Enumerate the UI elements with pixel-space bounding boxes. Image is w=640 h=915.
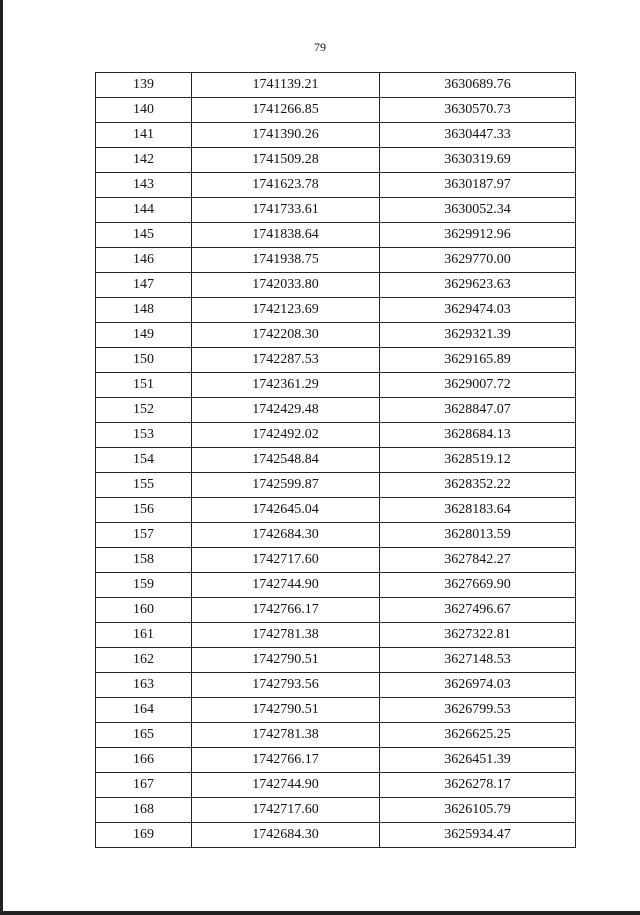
y-coordinate-cell: 3628684.13 xyxy=(380,423,576,448)
x-coordinate-cell: 1742548.84 xyxy=(192,448,380,473)
table-row xyxy=(96,398,576,423)
y-coordinate-cell: 3630187.97 xyxy=(380,173,576,198)
x-coordinate-cell: 1742208.30 xyxy=(192,323,380,348)
x-coordinate-cell: 1742717.60 xyxy=(192,548,380,573)
table-row xyxy=(96,123,576,148)
point-number-cell: 153 xyxy=(96,423,192,448)
table-row xyxy=(96,148,576,173)
scan-edge-bottom xyxy=(0,911,640,915)
x-coordinate-cell: 1741139.21 xyxy=(192,73,380,98)
x-coordinate-cell: 1742429.48 xyxy=(192,398,380,423)
point-number-cell: 146 xyxy=(96,248,192,273)
table-row xyxy=(96,323,576,348)
x-coordinate-cell: 1741838.64 xyxy=(192,223,380,248)
x-coordinate-cell: 1742790.51 xyxy=(192,648,380,673)
table-row xyxy=(96,598,576,623)
y-coordinate-cell: 3628013.59 xyxy=(380,523,576,548)
x-coordinate-cell: 1742766.17 xyxy=(192,598,380,623)
y-coordinate-cell: 3626625.25 xyxy=(380,723,576,748)
x-coordinate-cell: 1741623.78 xyxy=(192,173,380,198)
point-number-cell: 155 xyxy=(96,473,192,498)
coordinates-table-body xyxy=(96,73,576,848)
x-coordinate-cell: 1742793.56 xyxy=(192,673,380,698)
y-coordinate-cell: 3627842.27 xyxy=(380,548,576,573)
y-coordinate-cell: 3625934.47 xyxy=(380,823,576,848)
y-coordinate-cell: 3629165.89 xyxy=(380,348,576,373)
y-coordinate-cell: 3627669.90 xyxy=(380,573,576,598)
x-coordinate-cell: 1741733.61 xyxy=(192,198,380,223)
point-number-cell: 159 xyxy=(96,573,192,598)
point-number-cell: 158 xyxy=(96,548,192,573)
point-number-cell: 145 xyxy=(96,223,192,248)
table-row xyxy=(96,723,576,748)
x-coordinate-cell: 1742645.04 xyxy=(192,498,380,523)
y-coordinate-cell: 3627496.67 xyxy=(380,598,576,623)
point-number-cell: 141 xyxy=(96,123,192,148)
table-row xyxy=(96,248,576,273)
y-coordinate-cell: 3630319.69 xyxy=(380,148,576,173)
point-number-cell: 148 xyxy=(96,298,192,323)
point-number-cell: 160 xyxy=(96,598,192,623)
point-number-cell: 147 xyxy=(96,273,192,298)
point-number-cell: 152 xyxy=(96,398,192,423)
point-number-cell: 143 xyxy=(96,173,192,198)
y-coordinate-cell: 3630570.73 xyxy=(380,98,576,123)
table-row xyxy=(96,498,576,523)
point-number-cell: 162 xyxy=(96,648,192,673)
table-row xyxy=(96,673,576,698)
table-row xyxy=(96,548,576,573)
x-coordinate-cell: 1741509.28 xyxy=(192,148,380,173)
y-coordinate-cell: 3626278.17 xyxy=(380,773,576,798)
table-row xyxy=(96,573,576,598)
point-number-cell: 149 xyxy=(96,323,192,348)
table-row xyxy=(96,348,576,373)
point-number-cell: 165 xyxy=(96,723,192,748)
x-coordinate-cell: 1742492.02 xyxy=(192,423,380,448)
y-coordinate-cell: 3627322.81 xyxy=(380,623,576,648)
x-coordinate-cell: 1742744.90 xyxy=(192,773,380,798)
x-coordinate-cell: 1741390.26 xyxy=(192,123,380,148)
x-coordinate-cell: 1741266.85 xyxy=(192,98,380,123)
y-coordinate-cell: 3628519.12 xyxy=(380,448,576,473)
table-row xyxy=(96,273,576,298)
y-coordinate-cell: 3628352.22 xyxy=(380,473,576,498)
y-coordinate-cell: 3630689.76 xyxy=(380,73,576,98)
x-coordinate-cell: 1741938.75 xyxy=(192,248,380,273)
table-row xyxy=(96,73,576,98)
point-number-cell: 151 xyxy=(96,373,192,398)
point-number-cell: 154 xyxy=(96,448,192,473)
y-coordinate-cell: 3628183.64 xyxy=(380,498,576,523)
table-row xyxy=(96,773,576,798)
table-row xyxy=(96,448,576,473)
x-coordinate-cell: 1742123.69 xyxy=(192,298,380,323)
y-coordinate-cell: 3628847.07 xyxy=(380,398,576,423)
point-number-cell: 161 xyxy=(96,623,192,648)
x-coordinate-cell: 1742790.51 xyxy=(192,698,380,723)
x-coordinate-cell: 1742744.90 xyxy=(192,573,380,598)
x-coordinate-cell: 1742766.17 xyxy=(192,748,380,773)
x-coordinate-cell: 1742684.30 xyxy=(192,823,380,848)
coordinates-table xyxy=(95,72,576,848)
x-coordinate-cell: 1742684.30 xyxy=(192,523,380,548)
x-coordinate-cell: 1742717.60 xyxy=(192,798,380,823)
point-number-cell: 166 xyxy=(96,748,192,773)
table-row xyxy=(96,823,576,848)
table-row xyxy=(96,648,576,673)
table-row xyxy=(96,523,576,548)
table-row xyxy=(96,423,576,448)
y-coordinate-cell: 3626105.79 xyxy=(380,798,576,823)
point-number-cell: 144 xyxy=(96,198,192,223)
point-number-cell: 167 xyxy=(96,773,192,798)
y-coordinate-cell: 3630447.33 xyxy=(380,123,576,148)
table-row xyxy=(96,373,576,398)
table-row xyxy=(96,798,576,823)
x-coordinate-cell: 1742781.38 xyxy=(192,723,380,748)
table-row xyxy=(96,173,576,198)
point-number-cell: 164 xyxy=(96,698,192,723)
y-coordinate-cell: 3626974.03 xyxy=(380,673,576,698)
x-coordinate-cell: 1742361.29 xyxy=(192,373,380,398)
point-number-cell: 163 xyxy=(96,673,192,698)
point-number-cell: 168 xyxy=(96,798,192,823)
y-coordinate-cell: 3627148.53 xyxy=(380,648,576,673)
y-coordinate-cell: 3626451.39 xyxy=(380,748,576,773)
table-row xyxy=(96,298,576,323)
point-number-cell: 142 xyxy=(96,148,192,173)
table-row xyxy=(96,748,576,773)
y-coordinate-cell: 3626799.53 xyxy=(380,698,576,723)
x-coordinate-cell: 1742599.87 xyxy=(192,473,380,498)
point-number-cell: 169 xyxy=(96,823,192,848)
table-row xyxy=(96,698,576,723)
table-row xyxy=(96,473,576,498)
table-row xyxy=(96,198,576,223)
x-coordinate-cell: 1742287.53 xyxy=(192,348,380,373)
y-coordinate-cell: 3629912.96 xyxy=(380,223,576,248)
point-number-cell: 150 xyxy=(96,348,192,373)
x-coordinate-cell: 1742033.80 xyxy=(192,273,380,298)
y-coordinate-cell: 3629474.03 xyxy=(380,298,576,323)
table-row xyxy=(96,623,576,648)
table-row xyxy=(96,223,576,248)
point-number-cell: 156 xyxy=(96,498,192,523)
x-coordinate-cell: 1742781.38 xyxy=(192,623,380,648)
point-number-cell: 157 xyxy=(96,523,192,548)
point-number-cell: 140 xyxy=(96,98,192,123)
y-coordinate-cell: 3629321.39 xyxy=(380,323,576,348)
point-number-cell: 139 xyxy=(96,73,192,98)
page-number: 79 xyxy=(314,40,326,54)
y-coordinate-cell: 3629770.00 xyxy=(380,248,576,273)
y-coordinate-cell: 3629007.72 xyxy=(380,373,576,398)
y-coordinate-cell: 3629623.63 xyxy=(380,273,576,298)
scan-edge-left xyxy=(0,0,3,915)
y-coordinate-cell: 3630052.34 xyxy=(380,198,576,223)
table-row xyxy=(96,98,576,123)
